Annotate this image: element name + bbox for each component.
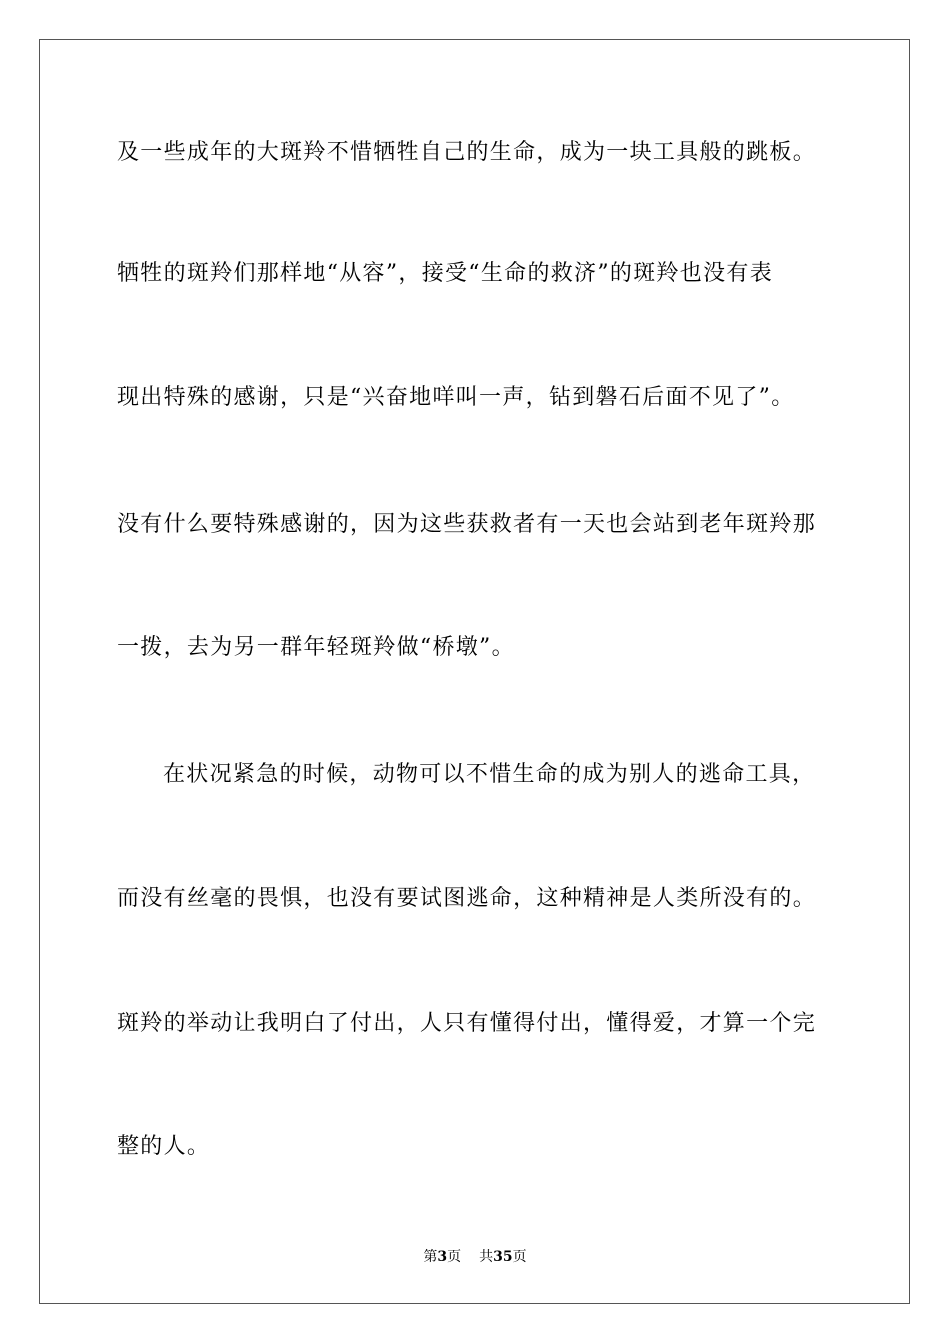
body-line-2: 牺牲的斑羚们那样地“从容”，接受“生命的救济”的斑羚也没有表 — [117, 261, 773, 286]
body-line-5: 一拨，去为另一群年轻斑羚做“桥墩”。 — [117, 635, 515, 660]
page-prefix: 第 — [423, 1249, 438, 1265]
body-line-9: 整的人。 — [117, 1134, 211, 1159]
page-border — [39, 39, 910, 1304]
current-page-number: 3 — [437, 1249, 448, 1265]
body-line-7: 而没有丝毫的畏惧，也没有要试图逃命，这种精神是人类所没有的。 — [117, 886, 817, 911]
page-footer — [0, 1248, 950, 1266]
body-line-4: 没有什么要特殊感谢的，因为这些获救者有一天也会站到老年斑羚那 — [117, 512, 817, 537]
body-line-8: 斑羚的举动让我明白了付出，人只有懂得付出，懂得爱，才算一个完 — [117, 1011, 817, 1036]
total-page-count: 35 — [493, 1249, 513, 1265]
total-suffix: 页 — [512, 1249, 527, 1265]
total-prefix: 共 — [479, 1249, 494, 1265]
body-line-3: 现出特殊的感谢，只是“兴奋地咩叫一声，钻到磐石后面不见了”。 — [117, 385, 795, 410]
page-suffix: 页 — [447, 1249, 462, 1265]
body-line-6-paragraph-start: 在状况紧急的时候，动物可以不惜生命的成为别人的逃命工具， — [163, 762, 816, 787]
body-line-1: 及一些成年的大斑羚不惜牺牲自己的生命，成为一块工具般的跳板。 — [117, 140, 817, 165]
